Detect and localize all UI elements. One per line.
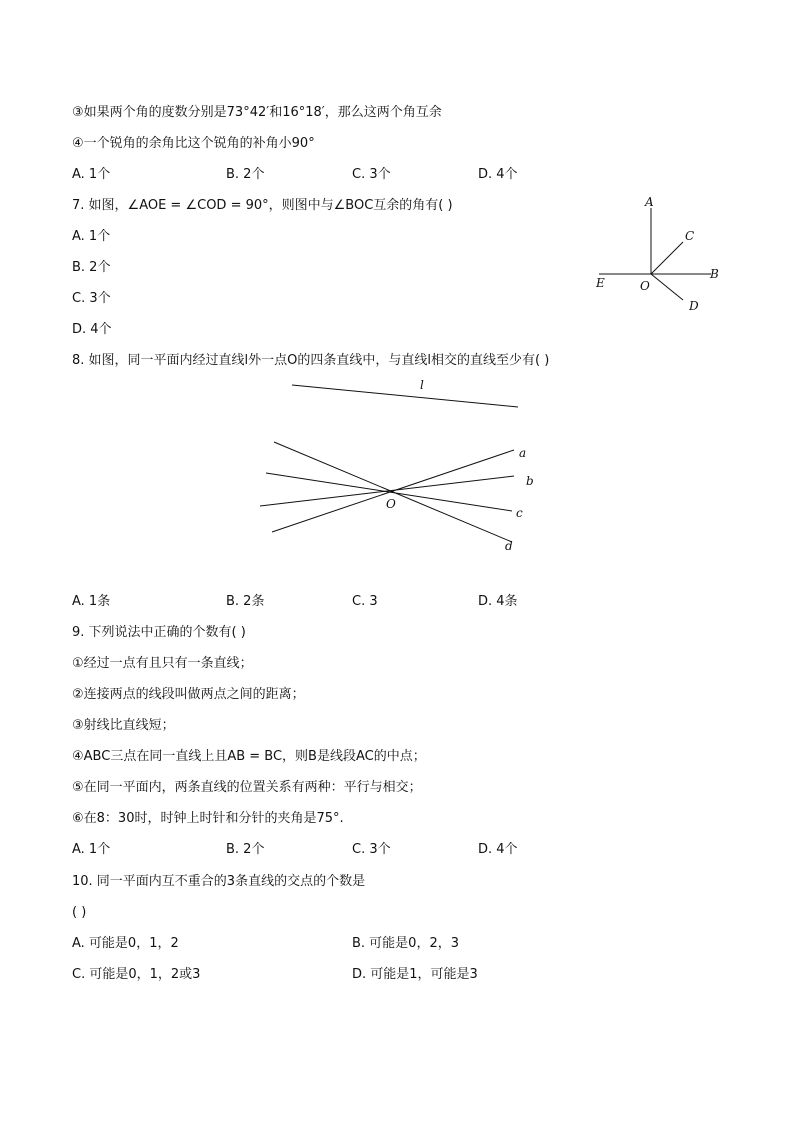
- label-a: A: [645, 195, 654, 209]
- label-c: c: [516, 506, 523, 520]
- q6-item-4: ④一个锐角的余角比这个锐角的补角小90°: [72, 136, 315, 151]
- ray-oc: [651, 242, 683, 274]
- q6-option-d: D. 4个: [478, 167, 518, 182]
- q9-item-2: ②连接两点的线段叫做两点之间的距离；: [72, 687, 305, 702]
- q6-option-a: A. 1个: [72, 167, 111, 182]
- q9-item-5: ⑤在同一平面内，两条直线的位置关系有两种：平行与相交；: [72, 780, 422, 795]
- q9-item-3: ③射线比直线短；: [72, 718, 175, 733]
- q8-option-c: C. 3: [352, 594, 378, 609]
- q9-option-c: C. 3个: [352, 842, 391, 857]
- q6-option-c: C. 3个: [352, 167, 391, 182]
- ray-od: [651, 274, 683, 300]
- q10-option-d: D. 可能是1，可能是3: [352, 967, 478, 982]
- label-o: O: [640, 279, 650, 293]
- q8-option-d: D. 4条: [478, 594, 518, 609]
- q7-option-d: D. 4个: [72, 322, 112, 337]
- label-b: b: [526, 474, 534, 488]
- q7-figure: [585, 190, 730, 315]
- q9-stem: 9. 下列说法中正确的个数有( ): [72, 625, 246, 640]
- q9-option-b: B. 2个: [226, 842, 265, 857]
- line-l: [292, 385, 518, 407]
- q8-option-b: B. 2条: [226, 594, 265, 609]
- label-d: d: [505, 539, 513, 553]
- q7-option-a: A. 1个: [72, 229, 111, 244]
- q9-item-6: ⑥在8：30时，时钟上时针和分针的夹角是75°.: [72, 811, 344, 826]
- q8-figure: [250, 372, 550, 562]
- q10-stem: 10. 同一平面内互不重合的3条直线的交点的个数是: [72, 874, 366, 889]
- q10-option-c: C. 可能是0，1，2或3: [72, 967, 201, 982]
- q8-option-a: A. 1条: [72, 594, 111, 609]
- label-o: O: [386, 497, 396, 511]
- q9-option-d: D. 4个: [478, 842, 518, 857]
- label-a: a: [519, 446, 527, 460]
- label-c: C: [685, 229, 695, 243]
- q10-paren: ( ): [72, 905, 87, 920]
- label-e: E: [596, 276, 605, 290]
- line-a: [272, 450, 514, 532]
- q9-item-1: ①经过一点有且只有一条直线；: [72, 656, 253, 671]
- q10-option-a: A. 可能是0，1，2: [72, 936, 179, 951]
- q10-option-b: B. 可能是0，2，3: [352, 936, 459, 951]
- q8-stem: 8. 如图，同一平面内经过直线l外一点O的四条直线中，与直线l相交的直线至少有( ): [72, 353, 550, 368]
- q9-option-a: A. 1个: [72, 842, 111, 857]
- q7-option-b: B. 2个: [72, 260, 111, 275]
- label-b: B: [710, 267, 719, 281]
- line-d: [274, 442, 512, 542]
- q7-stem: 7. 如图，∠AOE = ∠COD = 90°，则图中与∠BOC互余的角有( ): [72, 198, 453, 213]
- q6-option-b: B. 2个: [226, 167, 265, 182]
- label-l: l: [420, 378, 424, 392]
- q9-item-4: ④ABC三点在同一直线上且AB = BC，则B是线段AC的中点；: [72, 749, 426, 764]
- q7-option-c: C. 3个: [72, 291, 111, 306]
- label-d: D: [689, 299, 699, 313]
- q6-item-3: ③如果两个角的度数分别是73°42′和16°18′，那么这两个角互余: [72, 105, 442, 120]
